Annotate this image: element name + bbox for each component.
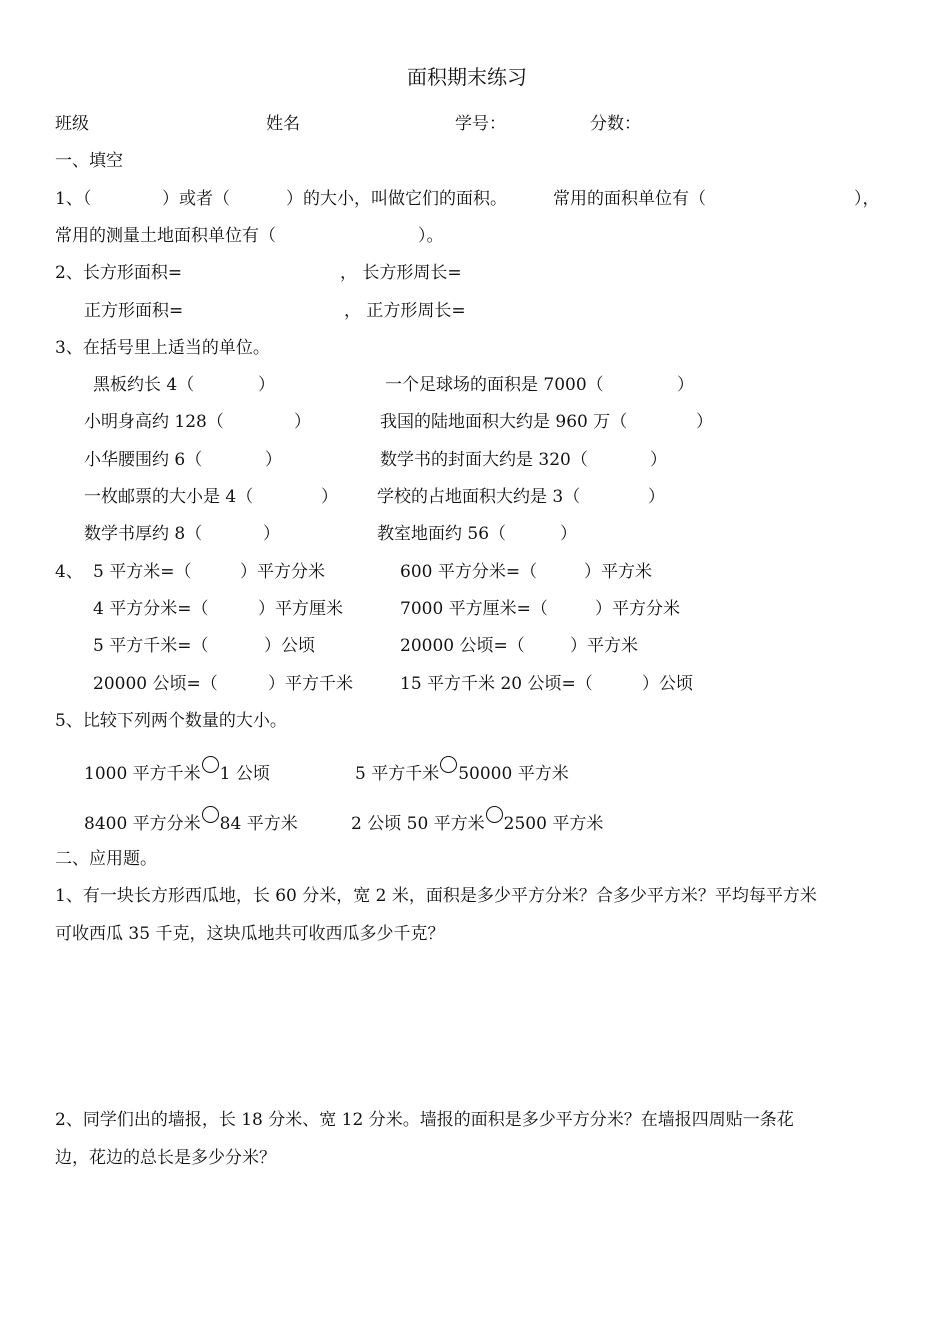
q5-compare-item xyxy=(84,806,298,835)
q3-right-item-close: ） xyxy=(677,375,694,395)
q4-left-item: 5 平方千米=（ xyxy=(93,636,209,656)
q3-right-item-close: ） xyxy=(650,450,667,470)
q2-rect-perimeter: ， 长方形周长= xyxy=(340,263,462,283)
q4-left-item-unit: ）平方千米 xyxy=(268,674,353,694)
problem1-line2: 可收西瓜 35 千克，这块瓜地共可收西瓜多少千克？ xyxy=(55,924,445,944)
q5-right-quantity: 2500 平方米 xyxy=(503,814,604,834)
problem2-line1: 2、同学们出的墙报，长 18 分米、宽 12 分米。墙报的面积是多少平方分米？在墙报四周贴一条花 xyxy=(55,1110,794,1130)
problem2-line2: 边，花边的总长是多少分米？ xyxy=(55,1148,276,1168)
q4-right-item: 600 平方分米=（ xyxy=(400,562,538,582)
q2-rect-area: 2、长方形面积= xyxy=(55,263,183,283)
q4-left-item-unit: ）平方厘米 xyxy=(258,599,343,619)
q1-line1-part3: ）的大小，叫做它们的面积。 xyxy=(286,189,507,209)
q4-right-item-unit: ）平方米 xyxy=(584,562,652,582)
q3-left-item-close: ） xyxy=(265,450,282,470)
comparison-circle[interactable] xyxy=(440,756,457,773)
q5-compare-item xyxy=(351,806,603,835)
q4-right-item: 15 平方千米 20 公顷=（ xyxy=(400,674,593,694)
q4-right-item-unit: ）平方分米 xyxy=(595,599,680,619)
q3-left-item-close: ） xyxy=(263,524,280,544)
q5-right-quantity: 1 公顷 xyxy=(219,764,270,784)
q5-left-quantity: 2 公顷 50 平方米 xyxy=(351,814,485,834)
q5-left-quantity: 8400 平方分米 xyxy=(84,814,201,834)
q2-square-area: 正方形面积= xyxy=(84,301,184,321)
section1-heading: 一、填空 xyxy=(55,151,123,171)
q1-line1-part2: ）或者（ xyxy=(162,189,230,209)
q1-line1-part5: ）， xyxy=(854,189,880,209)
q3-right-item: 我国的陆地面积大约是 960 万（ xyxy=(380,412,628,432)
comparison-circle[interactable] xyxy=(202,756,219,773)
q4-right-item: 7000 平方厘米=（ xyxy=(400,599,548,619)
q3-left-item-close: ） xyxy=(321,487,338,507)
q5-right-quantity: 84 平方米 xyxy=(219,814,298,834)
q5-left-quantity: 5 平方千米 xyxy=(355,764,440,784)
problem1-line1: 1、有一块长方形西瓜地，长 60 分米，宽 2 米，面积是多少平方分米？合多少平方米？平均每平方米 xyxy=(55,886,817,906)
q3-right-item: 学校的占地面积大约是 3（ xyxy=(377,487,581,507)
q1-line1-part1: 1、（ xyxy=(55,189,92,209)
q3-left-item: 小明身高约 128（ xyxy=(84,412,224,432)
q4-right-item: 20000 公顷=（ xyxy=(400,636,525,656)
q1-line2-part1: 常用的测量土地面积单位有（ xyxy=(55,226,276,246)
q3-left-item-close: ） xyxy=(258,375,275,395)
q5-compare-item xyxy=(355,756,569,785)
comparison-circle[interactable] xyxy=(486,806,503,823)
q5-heading: 5、比较下列两个数量的大小。 xyxy=(55,711,287,731)
q5-compare-item xyxy=(84,756,270,785)
q3-right-item: 教室地面约 56（ xyxy=(377,524,507,544)
q1-line1-part4: 常用的面积单位有（ xyxy=(553,189,706,209)
q1-line2-part2: ）。 xyxy=(418,226,444,246)
q4-left-item: 5 平方米=（ xyxy=(93,562,192,582)
q4-left-item-unit: ）平方分米 xyxy=(240,562,325,582)
q5-left-quantity: 1000 平方千米 xyxy=(84,764,201,784)
section2-heading: 二、应用题。 xyxy=(55,849,157,869)
comparison-circle[interactable] xyxy=(202,806,219,823)
q4-right-item-unit: ）平方米 xyxy=(570,636,638,656)
q3-right-item-close: ） xyxy=(560,524,577,544)
q2-square-perimeter: ， 正方形周长= xyxy=(344,301,466,321)
score-label: 分数： xyxy=(590,114,641,134)
class-label: 班级 xyxy=(55,114,89,134)
q4-left-item: 20000 公顷=（ xyxy=(93,674,218,694)
q3-right-item-close: ） xyxy=(648,487,665,507)
q4-left-item-unit: ）公顷 xyxy=(264,636,315,656)
q3-right-item: 数学书的封面大约是 320（ xyxy=(380,450,588,470)
student-id-label: 学号： xyxy=(455,114,506,134)
q3-left-item: 小华腰围约 6（ xyxy=(84,450,203,470)
name-label: 姓名 xyxy=(266,114,300,134)
q5-right-quantity: 50000 平方米 xyxy=(458,764,569,784)
q3-right-item: 一个足球场的面积是 7000（ xyxy=(385,375,604,395)
q4-number: 4、 xyxy=(55,562,83,582)
q4-right-item-unit: ）公顷 xyxy=(642,674,693,694)
q3-left-item: 一枚邮票的大小是 4（ xyxy=(84,487,254,507)
q3-right-item-close: ） xyxy=(696,412,713,432)
q4-left-item: 4 平方分米=（ xyxy=(93,599,209,619)
q3-left-item: 黑板约长 4（ xyxy=(93,375,195,395)
q3-heading: 3、在括号里上适当的单位。 xyxy=(55,338,270,358)
page-title: 面积期末练习 xyxy=(407,65,527,89)
q3-left-item: 数学书厚约 8（ xyxy=(84,524,203,544)
q3-left-item-close: ） xyxy=(294,412,311,432)
